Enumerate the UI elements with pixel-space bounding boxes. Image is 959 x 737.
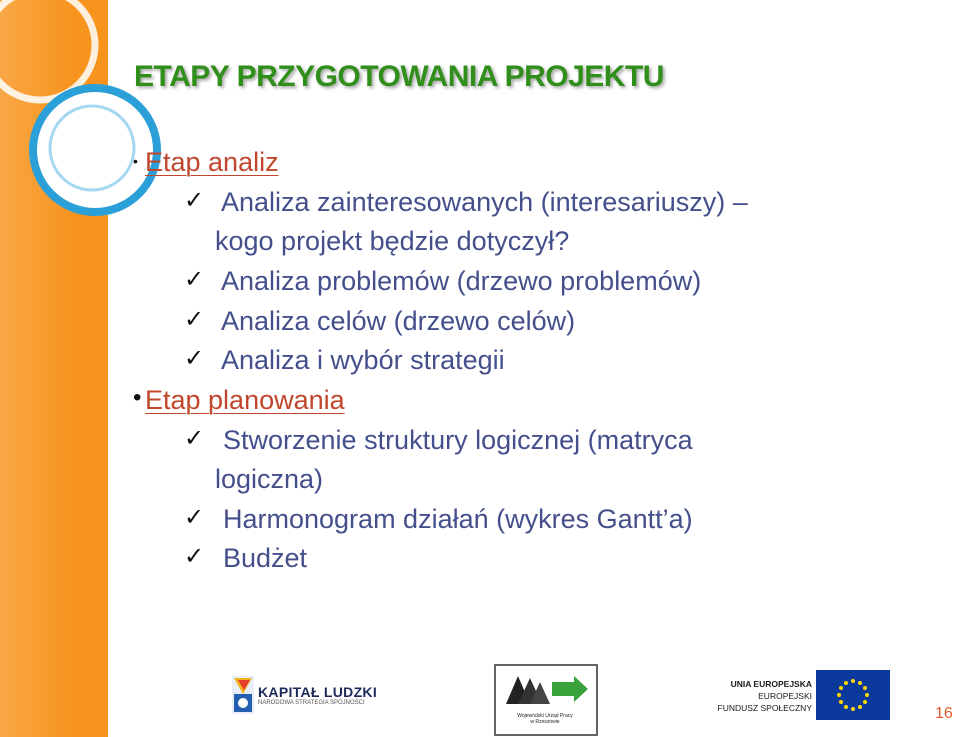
section-heading-planning[interactable]: Etap planowania [145, 385, 345, 415]
list-item: Analiza problemów (drzewo problemów) [221, 266, 702, 296]
list-item: Analiza zainteresowanych (interesariuszy) – [221, 187, 748, 217]
checkmark-icon: ✓ [184, 265, 205, 293]
section-heading-analysis[interactable]: Etap analiz [145, 147, 279, 177]
checkmark-icon: ✓ [184, 344, 205, 372]
eu-stars-icon [816, 670, 890, 720]
checkmark-icon: ✓ [184, 542, 205, 570]
eu-line-2: EUROPEJSKI [758, 691, 812, 701]
list-item: Harmonogram działań (wykres Gantt’a) [223, 504, 693, 534]
bullet-dot: • [133, 384, 142, 411]
checkmark-icon: ✓ [184, 186, 205, 214]
list-item: Budżet [223, 543, 308, 573]
eu-line-1: UNIA EUROPEJSKA [730, 679, 812, 689]
eu-line-3: FUNDUSZ SPOŁECZNY [717, 703, 812, 713]
page-number: 16 [935, 705, 953, 722]
checkmark-icon: ✓ [184, 305, 205, 333]
kapital-ludzki-subtitle: NARODOWA STRATEGIA SPÓJNOŚCI [258, 700, 365, 706]
eu-flag-icon [816, 670, 890, 720]
list-item: Analiza i wybór strategii [221, 345, 505, 375]
checkmark-icon: ✓ [184, 503, 205, 531]
list-item-continuation: logiczna) [215, 464, 324, 494]
eu-logo-text [708, 678, 812, 714]
kapital-ludzki-logo-text: KAPITAŁ LUDZKI [258, 684, 378, 700]
list-item: Stworzenie struktury logicznej (matryca [223, 425, 693, 455]
list-item-continuation: kogo projekt będzie dotyczył? [215, 226, 570, 256]
slide-title: ETAPY PRZYGOTOWANIA PROJEKTU [134, 60, 664, 93]
bullet-dot: • [133, 153, 138, 169]
wup-logo-text [500, 713, 590, 725]
checkmark-icon: ✓ [184, 424, 205, 452]
list-item: Analiza celów (drzewo celów) [221, 306, 576, 336]
kapital-ludzki-emblem-icon [228, 672, 258, 718]
wup-logo-icon [500, 668, 590, 710]
wup-line-1: Wojewódzki Urząd Pracy [517, 713, 573, 719]
wup-line-2: w Rzeszowie [530, 719, 560, 725]
